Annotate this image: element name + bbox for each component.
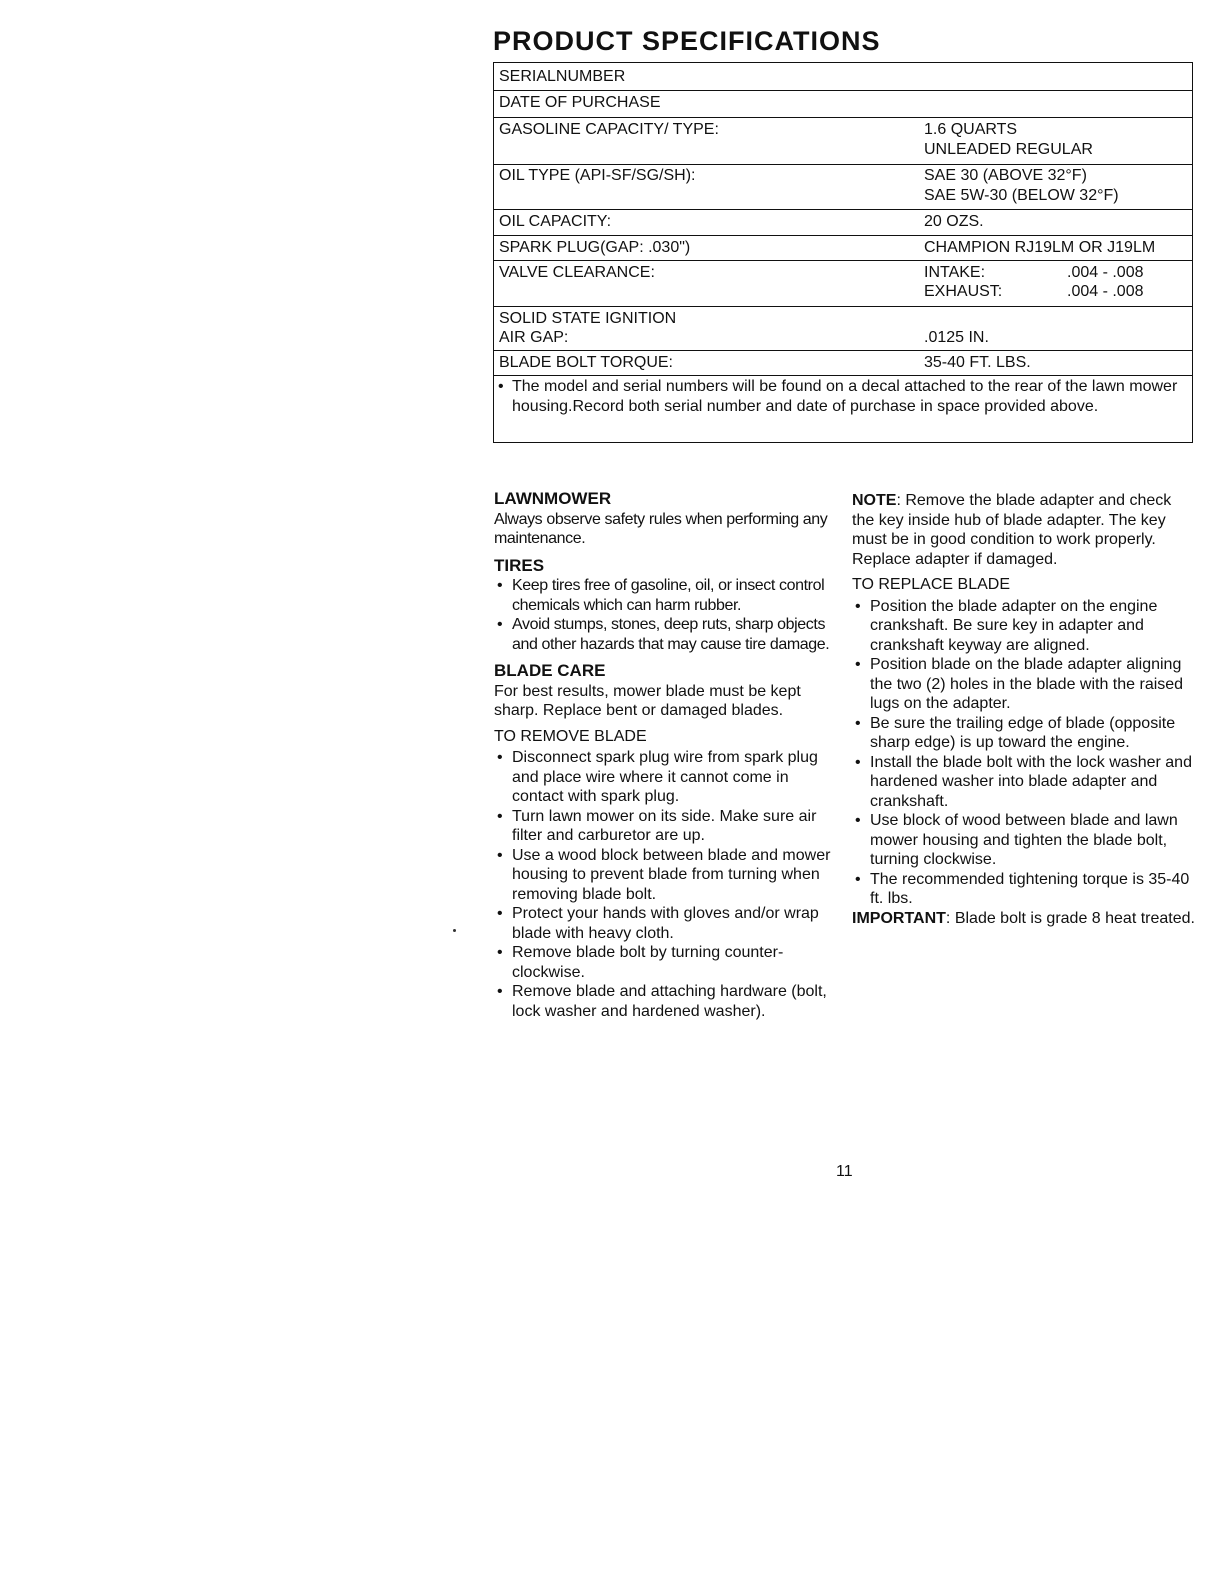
spec-row-spark-plug — [494, 236, 1192, 261]
page-number: 11 — [836, 1163, 853, 1180]
lawnmower-text: Always observe safety rules when performing any maintenance. — [494, 510, 828, 547]
spec-value: 20 OZS. — [924, 213, 984, 230]
page-title: PRODUCT SPECIFICATIONS — [493, 26, 881, 56]
scan-speck — [453, 929, 456, 932]
spec-row-oil-type — [494, 165, 1192, 210]
spec-value: SAE 5W-30 (BELOW 32°F) — [924, 187, 1119, 204]
spec-note-text: The model and serial numbers will be found on a decal attached to the rear of the lawn mower housing.Record both serial number and date of purchase in space provided above. — [512, 378, 1178, 415]
bullet-icon: • — [497, 846, 503, 864]
spec-label: SERIALNUMBER — [499, 68, 626, 85]
list-item — [494, 904, 839, 943]
spec-row-date — [494, 91, 1192, 118]
list-item — [494, 982, 839, 1021]
spec-row-valve — [494, 261, 1192, 307]
list-item-text: Install the blade bolt with the lock washer and hardened washer into blade adapter and crankshaft. — [870, 753, 1192, 810]
list-item — [494, 943, 839, 982]
list-item-text: Position the blade adapter on the engine crankshaft. Be sure key in adapter and crankshaft keyway are aligned. — [870, 597, 1158, 654]
list-item-text: Be sure the trailing edge of blade (opposite sharp edge) is up toward the engine. — [870, 714, 1176, 751]
bullet-icon: • — [855, 753, 861, 771]
spec-label: BLADE BOLT TORQUE: — [499, 354, 673, 371]
spec-row-ignition — [494, 307, 1192, 351]
remove-blade-heading: TO REMOVE BLADE — [494, 727, 647, 745]
spec-label: SPARK PLUG(GAP: .030") — [499, 239, 691, 256]
list-item — [852, 811, 1197, 870]
list-item — [494, 615, 839, 654]
spec-value: CHAMPION RJ19LM OR J19LM — [924, 239, 1156, 256]
important-label: IMPORTANT — [852, 909, 946, 927]
important-text: : Blade bolt is grade 8 heat treated. — [945, 909, 1195, 927]
list-item-text: Remove blade and attaching hardware (bolt, lock washer and hardened washer). — [512, 983, 827, 1020]
spec-table — [493, 62, 1193, 443]
list-item — [852, 870, 1197, 909]
spec-value: .004 - .008 — [1067, 283, 1144, 300]
list-item-text: The recommended tightening torque is 35-40 ft. lbs. — [870, 870, 1190, 907]
spec-label: AIR GAP: — [499, 329, 569, 346]
lawnmower-heading: LAWNMOWER — [494, 489, 612, 508]
spec-label: VALVE CLEARANCE: — [499, 264, 655, 281]
replace-blade-list — [852, 597, 1197, 909]
spec-label: SOLID STATE IGNITION — [499, 310, 677, 327]
spec-value: SAE 30 (ABOVE 32°F) — [924, 167, 1087, 184]
spec-sub-label: EXHAUST: — [924, 283, 1003, 300]
list-item-text: Disconnect spark plug wire from spark plug and place wire where it cannot come in contact with spark plug. — [512, 749, 818, 805]
spec-row-gasoline — [494, 118, 1192, 165]
list-item-text: Keep tires free of gasoline, oil, or insect control chemicals which can harm rubber. — [512, 577, 825, 614]
spec-label: DATE OF PURCHASE — [499, 94, 661, 111]
list-item-text: Position blade on the blade adapter aligning the two (2) holes in the blade with the raised lugs on the adapter. — [870, 656, 1184, 712]
list-item — [852, 714, 1197, 753]
spec-sub-label: INTAKE: — [924, 264, 986, 281]
list-item-text: Remove blade bolt by turning counter-clockwise. — [512, 944, 784, 981]
bullet-icon: • — [497, 807, 503, 825]
bullet-icon: • — [498, 378, 504, 395]
bullet-icon: • — [855, 812, 861, 829]
spec-note — [494, 377, 1192, 417]
list-item — [852, 753, 1197, 812]
bullet-icon: • — [497, 749, 503, 766]
tires-list — [494, 576, 839, 654]
note-label: NOTE — [852, 492, 897, 509]
list-item-text: Use a wood block between blade and mower housing to prevent blade from turning when removing blade bolt. — [512, 846, 831, 903]
list-item-text: Turn lawn mower on its side. Make sure air filter and carburetor are up. — [512, 807, 817, 844]
bullet-icon: • — [855, 870, 861, 888]
bullet-icon: • — [497, 944, 503, 961]
spec-value: 35-40 FT. LBS. — [924, 354, 1031, 371]
bullet-icon: • — [497, 616, 503, 633]
spec-value: 1.6 QUARTS — [924, 121, 1018, 138]
spec-label: OIL TYPE (API-SF/SG/SH): — [499, 167, 696, 184]
blade-care-text: For best results, mower blade must be kept sharp. Replace bent or damaged blades. — [494, 682, 801, 719]
spec-label: GASOLINE CAPACITY/ TYPE: — [499, 121, 719, 138]
spec-value: .0125 IN. — [924, 329, 989, 346]
note-paragraph — [852, 491, 1197, 569]
right-column — [852, 491, 1197, 928]
bullet-icon: • — [497, 983, 503, 1000]
bullet-icon: • — [497, 905, 503, 922]
list-item-text: Protect your hands with gloves and/or wrap blade with heavy cloth. — [512, 905, 819, 942]
remove-blade-list — [494, 748, 839, 1021]
bullet-icon: • — [855, 714, 861, 732]
blade-care-heading: BLADE CARE — [494, 661, 606, 680]
spec-row-serial — [494, 63, 1192, 91]
spec-label: OIL CAPACITY: — [499, 213, 612, 230]
spec-row-torque — [494, 351, 1192, 376]
list-item-text: Avoid stumps, stones, deep ruts, sharp objects and other hazards that may cause tire damage. — [512, 616, 830, 653]
left-column — [494, 489, 839, 1021]
spec-value: UNLEADED REGULAR — [924, 141, 1093, 158]
spec-value: .004 - .008 — [1067, 264, 1144, 281]
list-item-text: Use block of wood between blade and lawn mower housing and tighten the blade bolt, turning clockwise. — [870, 812, 1178, 868]
bullet-icon: • — [497, 577, 503, 594]
tires-heading: TIRES — [494, 555, 545, 575]
important-paragraph — [852, 909, 1197, 929]
bullet-icon: • — [855, 597, 861, 615]
replace-blade-heading: TO REPLACE BLADE — [852, 576, 1010, 593]
list-item — [852, 655, 1197, 714]
list-item — [852, 597, 1197, 656]
bullet-icon: • — [855, 656, 861, 673]
list-item — [494, 748, 839, 807]
list-item — [494, 846, 839, 905]
spec-row-oil-capacity — [494, 210, 1192, 236]
note-text: : Remove the blade adapter and check the key inside hub of blade adapter. The key must be in good condition to work properly. Replace adapter if damaged. — [852, 492, 1172, 568]
list-item — [494, 807, 839, 846]
list-item — [494, 576, 839, 615]
